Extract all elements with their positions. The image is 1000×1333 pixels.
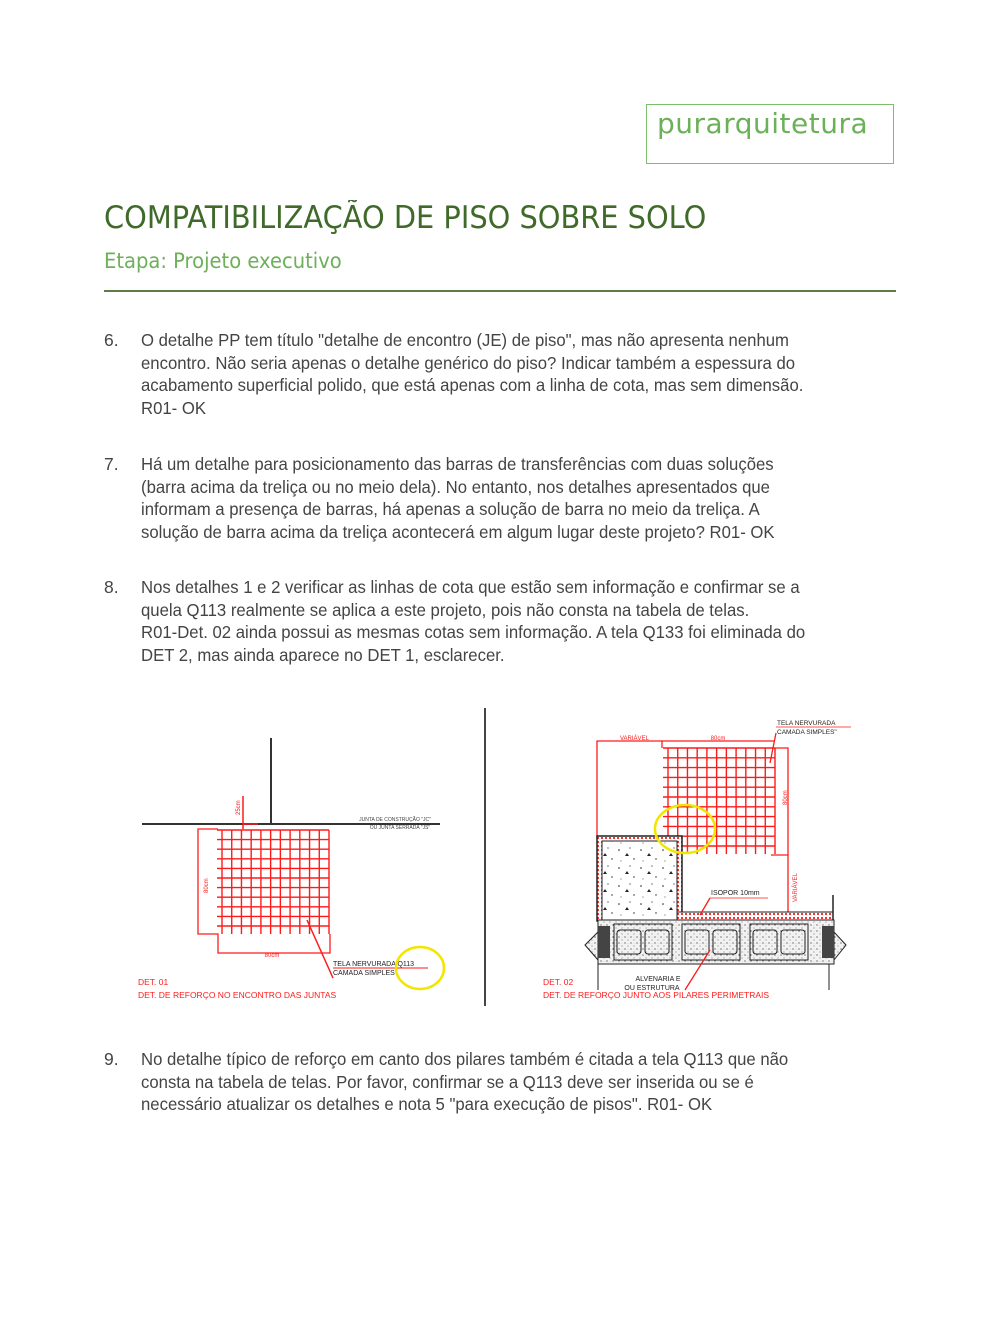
detail-caption-2: DET. DE REFORÇO JUNTO AOS PILARES PERIMETRAIS	[543, 990, 770, 1000]
list-item-6	[104, 329, 904, 419]
brand-logo-box	[646, 104, 894, 164]
item-line: necessário atualizar os detalhes e nota 5 "para execução de pisos". R01- OK	[141, 1094, 713, 1114]
item-number: 9.	[104, 1049, 119, 1069]
masonry-block-cell	[617, 930, 641, 954]
list-item-7	[104, 453, 904, 543]
item-line: (barra acima da treliça ou no meio dela). No entanto, nos detalhes apresentados que	[141, 476, 770, 497]
masonry-label-1: ALVENARIA E	[635, 976, 681, 983]
item-line: Nos detalhes 1 e 2 verificar as linhas de cota que estão sem informação e confirmar se a	[141, 577, 800, 597]
item-line: acabamento superficial polido, que está apenas com a linha de cota, mas sem dimensão.	[141, 375, 804, 395]
masonry-block-cell	[713, 930, 737, 954]
mesh-label-2: CAMADA SIMPLES"	[777, 729, 837, 736]
page-title: COMPATIBILIZAÇÃO DE PISO SOBRE SOLO	[104, 200, 707, 236]
item-line: consta na tabela de telas. Por favor, confirmar se a Q113 deve ser inserida ou se é	[141, 1071, 754, 1092]
detail-caption-2: DET. DE REFORÇO NO ENCONTRO DAS JUNTAS	[138, 990, 337, 1000]
dim-label-bottom: 80cm	[264, 953, 280, 959]
item-line: O detalhe PP tem título "detalhe de encontro (JE) de piso", mas não apresenta nenhum	[141, 330, 789, 350]
side-block-right	[822, 926, 834, 958]
item-line: R01-Det. 02 ainda possui as mesmas cotas sem informação. A tela Q133 foi eliminada do	[141, 622, 806, 642]
detail-caption-1: DET. 01	[138, 977, 169, 987]
dim-label-top: 25cm	[236, 800, 242, 815]
mesh-label-2: CAMADA SIMPLES	[333, 970, 395, 977]
dim-label-top: 80cm	[710, 736, 726, 742]
brand-logo-text: purarquitetura	[657, 107, 869, 140]
masonry-block-cell	[645, 930, 669, 954]
list-item-8	[104, 576, 904, 666]
item-line: solução de barra acima da treliça acontecerá em algum lugar deste projeto? R01- OK	[141, 521, 775, 542]
mesh-label-1: TELA NERVURADA	[777, 720, 836, 727]
item-number: 8.	[104, 577, 119, 597]
dim-variable-side: VARIÁVEL	[793, 873, 799, 902]
masonry-block-cell	[781, 930, 805, 954]
side-block-left	[598, 926, 610, 958]
masonry-block-cell	[753, 930, 777, 954]
isopor-label: ISOPOR 10mm	[711, 890, 760, 897]
mesh-label-1: TELA NERVURADA Q113	[333, 961, 415, 968]
joint-label-2: OU JUNTA SERRADA "JS"	[369, 825, 431, 831]
side-wedge-left	[585, 932, 598, 960]
side-wedge-right	[834, 932, 846, 960]
item-line: No detalhe típico de reforço em canto dos pilares também é citada a tela Q113 que não	[141, 1049, 789, 1069]
item-number: 7.	[104, 454, 119, 474]
masonry-block-cell	[685, 930, 709, 954]
detail-01	[138, 738, 444, 1000]
pillar-concrete	[602, 841, 677, 921]
item-line: informam a presença de barras, há apenas a solução de barra no meio da treliça. A	[141, 499, 760, 519]
dim-label-side: 80cm	[783, 790, 789, 805]
masonry-label-2: OU ESTRUTURA	[624, 985, 680, 992]
item-line: encontro. Não seria apenas o detalhe genérico do piso? Indicar também a espessura do	[141, 352, 796, 373]
item-line: quela Q113 realmente se aplica a este projeto, pois não consta na tabela de telas.	[141, 599, 750, 620]
list-item-9	[104, 1048, 904, 1116]
detail-02	[543, 720, 851, 1000]
item-line: Há um detalhe para posicionamento das barras de transferências com duas soluções	[141, 454, 774, 474]
joint-label-1: JUNTA DE CONSTRUÇÃO "JC"	[359, 817, 431, 823]
item-line: R01- OK	[141, 397, 207, 418]
reinforcement-mesh-det1	[217, 830, 329, 934]
detail-drawings-figure	[130, 700, 870, 1020]
page-subtitle: Etapa: Projeto executivo	[104, 249, 342, 273]
dim-variable-top: VARIÁVEL	[620, 736, 649, 742]
header-divider	[104, 290, 896, 292]
detail-caption-1: DET. 02	[543, 977, 574, 987]
item-number: 6.	[104, 330, 119, 350]
item-line: DET 2, mas ainda aparece no DET 1, esclarecer.	[141, 644, 505, 665]
dim-label-side: 80cm	[204, 878, 210, 893]
dimension-outline	[597, 741, 662, 838]
